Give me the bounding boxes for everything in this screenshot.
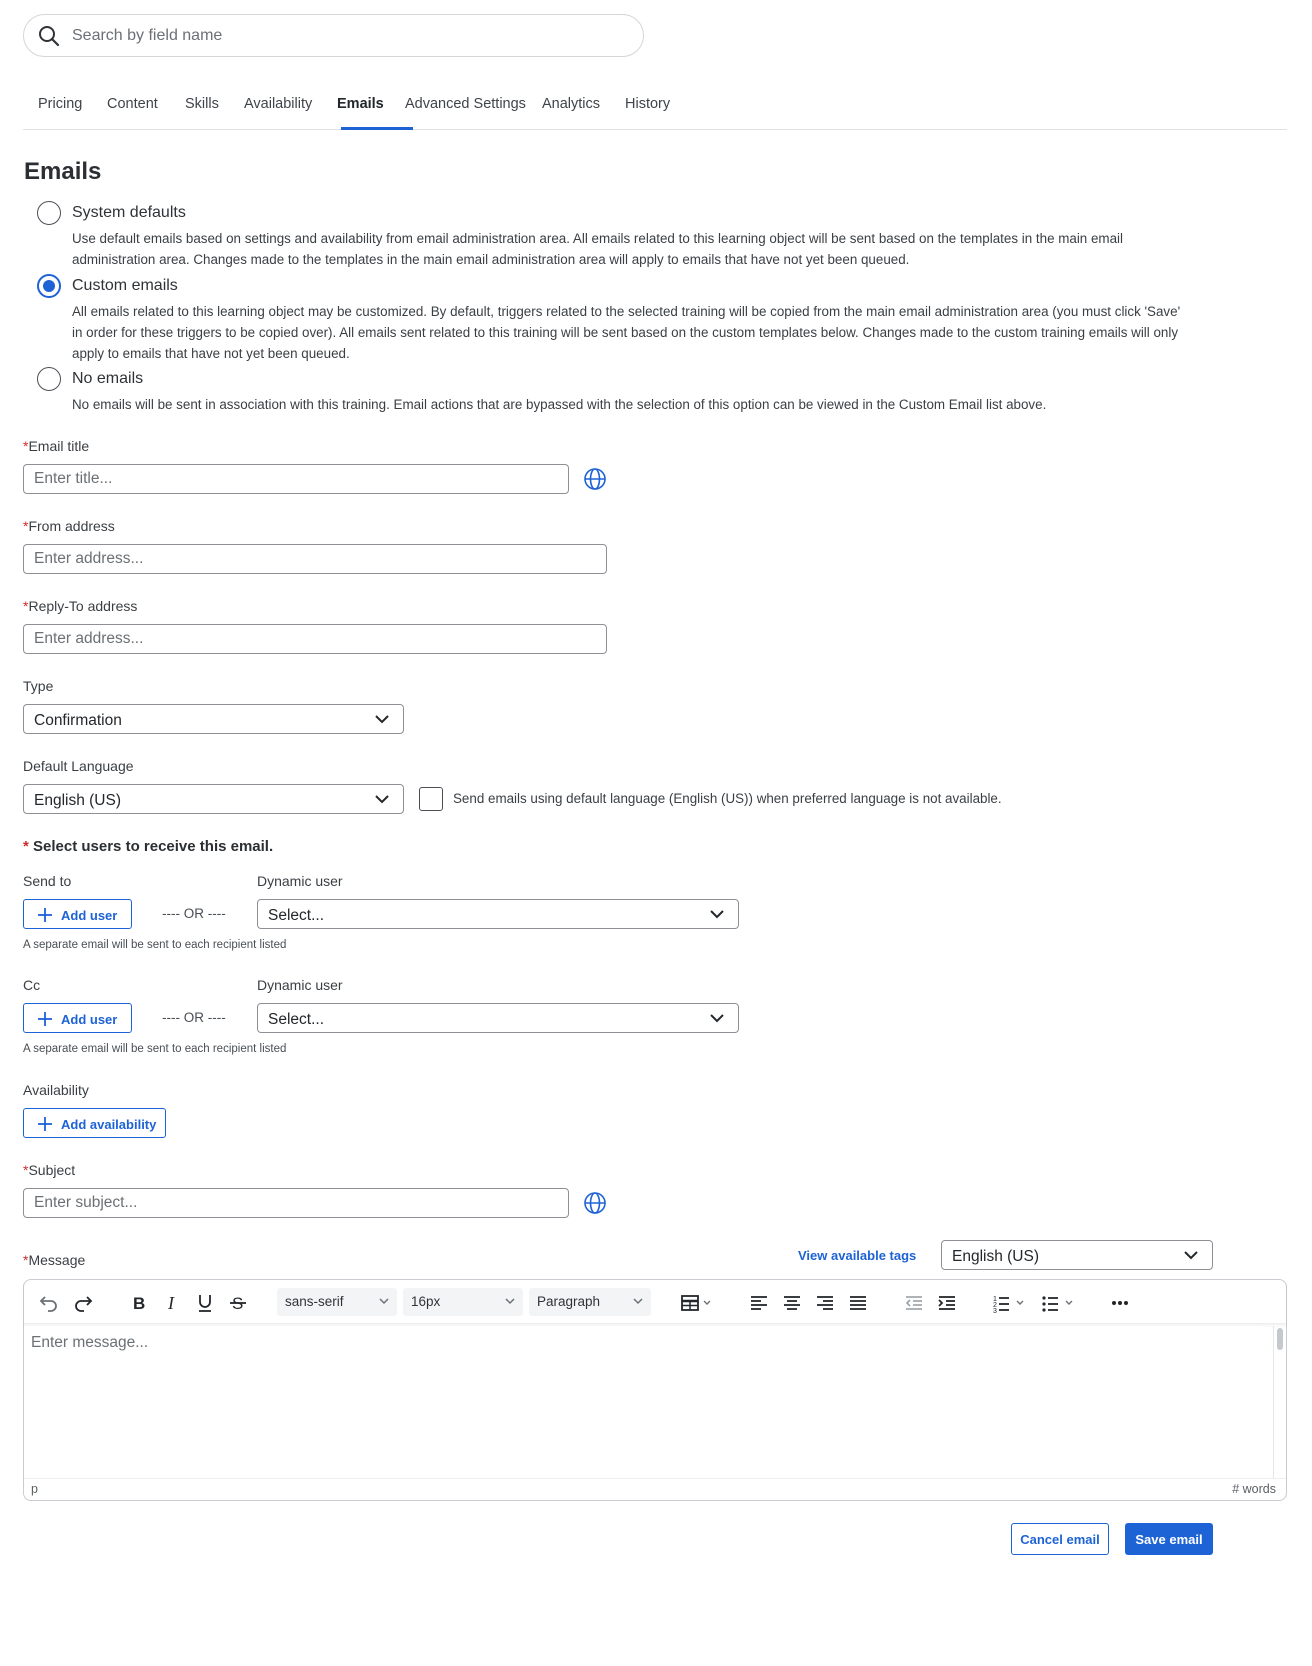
send-to-add-user-button[interactable]: Add user: [23, 899, 132, 929]
send-to-dynamic-user-select[interactable]: [257, 899, 739, 929]
message-body-input[interactable]: [24, 1326, 1262, 1476]
editor-toolbar: [24, 1280, 1286, 1324]
tab-content[interactable]: Content: [107, 96, 158, 112]
type-value: Confirmation: [34, 712, 122, 729]
font-size-dropdown[interactable]: 16px: [403, 1288, 523, 1316]
svg-text:I: I: [168, 1293, 174, 1313]
globe-icon[interactable]: [583, 1191, 607, 1215]
email-title-input[interactable]: [23, 464, 569, 494]
system-defaults-description: Use default emails based on settings and availability from email administration area. All emails related to this learning object will be sent based on the templates in the main email administration area. Changes made to the templates in the main email administration area will apply to emails that have not yet been queued.: [72, 231, 1123, 267]
message-label: *Message: [23, 1252, 86, 1268]
globe-icon[interactable]: [583, 467, 607, 491]
no-emails-description: No emails will be sent in association with this training. Email actions that are bypassed with the selection of this option can be viewed in the Custom Email list above.: [72, 397, 1047, 412]
type-label: Type: [23, 678, 54, 694]
plus-icon: [38, 908, 52, 922]
chevron-down-icon: [375, 714, 389, 724]
cc-label: Cc: [23, 977, 41, 993]
add-availability-button[interactable]: Add availability: [23, 1108, 166, 1138]
cc-add-user-button[interactable]: Add user: [23, 1003, 132, 1033]
system-defaults-label: System defaults: [72, 204, 186, 221]
more-options-icon[interactable]: [1109, 1292, 1131, 1314]
subject-label: *Subject: [23, 1162, 76, 1178]
cc-hint: A separate email will be sent to each recipient listed: [23, 1043, 287, 1055]
table-icon[interactable]: [680, 1292, 716, 1314]
custom-emails-label: Custom emails: [72, 277, 178, 294]
message-language-value: English (US): [952, 1248, 1039, 1265]
reply-to-label: *Reply-To address: [23, 598, 138, 614]
scrollbar-thumb[interactable]: [1277, 1328, 1283, 1350]
svg-text:2: 2: [993, 1302, 997, 1309]
numbered-list-icon[interactable]: [991, 1292, 1031, 1314]
chevron-down-icon: [710, 909, 724, 919]
tab-bar: [23, 90, 1287, 130]
indent-icon[interactable]: [936, 1292, 958, 1314]
no-emails-label: No emails: [72, 370, 144, 387]
tab-availability[interactable]: Availability: [244, 96, 313, 112]
align-right-icon[interactable]: [814, 1292, 836, 1314]
send-to-label: Send to: [23, 873, 72, 889]
message-language-select[interactable]: [941, 1240, 1213, 1270]
type-select[interactable]: [23, 704, 404, 734]
plus-icon: [38, 1012, 52, 1026]
editor-statusbar: [24, 1478, 1286, 1500]
chevron-down-icon: [633, 1297, 643, 1305]
underline-icon[interactable]: [194, 1292, 216, 1314]
svg-text:1: 1: [993, 1296, 997, 1303]
undo-icon[interactable]: [38, 1292, 60, 1314]
cancel-email-button[interactable]: Cancel email: [1011, 1523, 1109, 1555]
recipients-title: * Select users to receive this email.: [23, 838, 274, 855]
chevron-down-icon: [505, 1297, 515, 1305]
page-title: Emails: [24, 158, 102, 185]
word-count: # words: [1232, 1482, 1276, 1496]
plus-icon: [38, 1117, 52, 1131]
radio-no-emails[interactable]: [37, 367, 61, 391]
message-editor: [23, 1279, 1287, 1501]
send-to-hint: A separate email will be sent to each recipient listed: [23, 939, 287, 951]
default-language-checkbox-label: Send emails using default language (English (US)) when preferred language is not available.: [453, 791, 1002, 806]
chevron-down-icon: [710, 1013, 724, 1023]
tab-analytics[interactable]: Analytics: [542, 96, 601, 112]
element-path: p: [31, 1482, 38, 1496]
chevron-down-icon: [379, 1297, 389, 1305]
view-available-tags-link[interactable]: View available tags: [798, 1248, 917, 1263]
tab-skills[interactable]: Skills: [185, 96, 219, 112]
default-language-label: Default Language: [23, 758, 134, 774]
block-format-dropdown[interactable]: Paragraph: [529, 1288, 651, 1316]
email-title-label: *Email title: [23, 438, 90, 454]
tab-history[interactable]: History: [625, 96, 671, 112]
send-to-dynamic-user-label: Dynamic user: [257, 873, 343, 889]
active-tab-indicator: [341, 127, 413, 130]
bullet-list-icon[interactable]: [1040, 1292, 1080, 1314]
align-justify-icon[interactable]: [847, 1292, 869, 1314]
align-left-icon[interactable]: [748, 1292, 770, 1314]
from-address-label: *From address: [23, 518, 115, 534]
search-input[interactable]: [72, 23, 612, 49]
radio-system-defaults[interactable]: [37, 201, 61, 225]
chevron-down-icon: [375, 794, 389, 804]
from-address-input[interactable]: [23, 544, 607, 574]
default-language-value: English (US): [34, 792, 121, 809]
send-to-or-divider: ---- OR ----: [162, 906, 226, 921]
cc-dynamic-user-label: Dynamic user: [257, 977, 343, 993]
tab-advanced-settings[interactable]: Advanced Settings: [405, 96, 526, 112]
align-center-icon[interactable]: [781, 1292, 803, 1314]
cc-dynamic-user-select[interactable]: [257, 1003, 739, 1033]
svg-text:B: B: [133, 1294, 146, 1313]
bold-icon[interactable]: [128, 1292, 150, 1314]
subject-input[interactable]: [23, 1188, 569, 1218]
send-to-dynamic-user-value: Select...: [268, 907, 324, 924]
search-bar: [23, 14, 644, 57]
tab-emails[interactable]: Emails: [337, 96, 384, 112]
svg-text:S: S: [232, 1294, 244, 1313]
chevron-down-icon: [1184, 1250, 1198, 1260]
outdent-icon[interactable]: [903, 1292, 925, 1314]
font-family-dropdown[interactable]: sans-serif: [277, 1288, 397, 1316]
tab-pricing[interactable]: Pricing: [38, 96, 83, 112]
custom-emails-description: All emails related to this learning object may be customized. By default, triggers related to the selected training will be copied from the main email administration area (you must click 'Save' in order for these triggers to be copied over). All emails sent related to this training will be sent based on the custom templates below. Changes made to the custom training emails will only apply to emails that have not yet been queued.: [72, 304, 1181, 361]
default-language-select[interactable]: [23, 784, 404, 814]
cc-or-divider: ---- OR ----: [162, 1010, 226, 1025]
cc-dynamic-user-value: Select...: [268, 1011, 324, 1028]
italic-icon[interactable]: [161, 1292, 183, 1314]
reply-to-input[interactable]: [23, 624, 607, 654]
default-language-checkbox[interactable]: [419, 787, 443, 811]
editor-scrollbar[interactable]: [1273, 1326, 1285, 1478]
svg-text:3: 3: [993, 1308, 997, 1314]
availability-label: Availability: [23, 1082, 89, 1098]
redo-icon[interactable]: [72, 1292, 94, 1314]
save-email-button[interactable]: Save email: [1125, 1523, 1213, 1555]
search-icon: [38, 25, 60, 47]
strikethrough-icon[interactable]: [227, 1292, 249, 1314]
radio-custom-emails[interactable]: [37, 274, 61, 298]
